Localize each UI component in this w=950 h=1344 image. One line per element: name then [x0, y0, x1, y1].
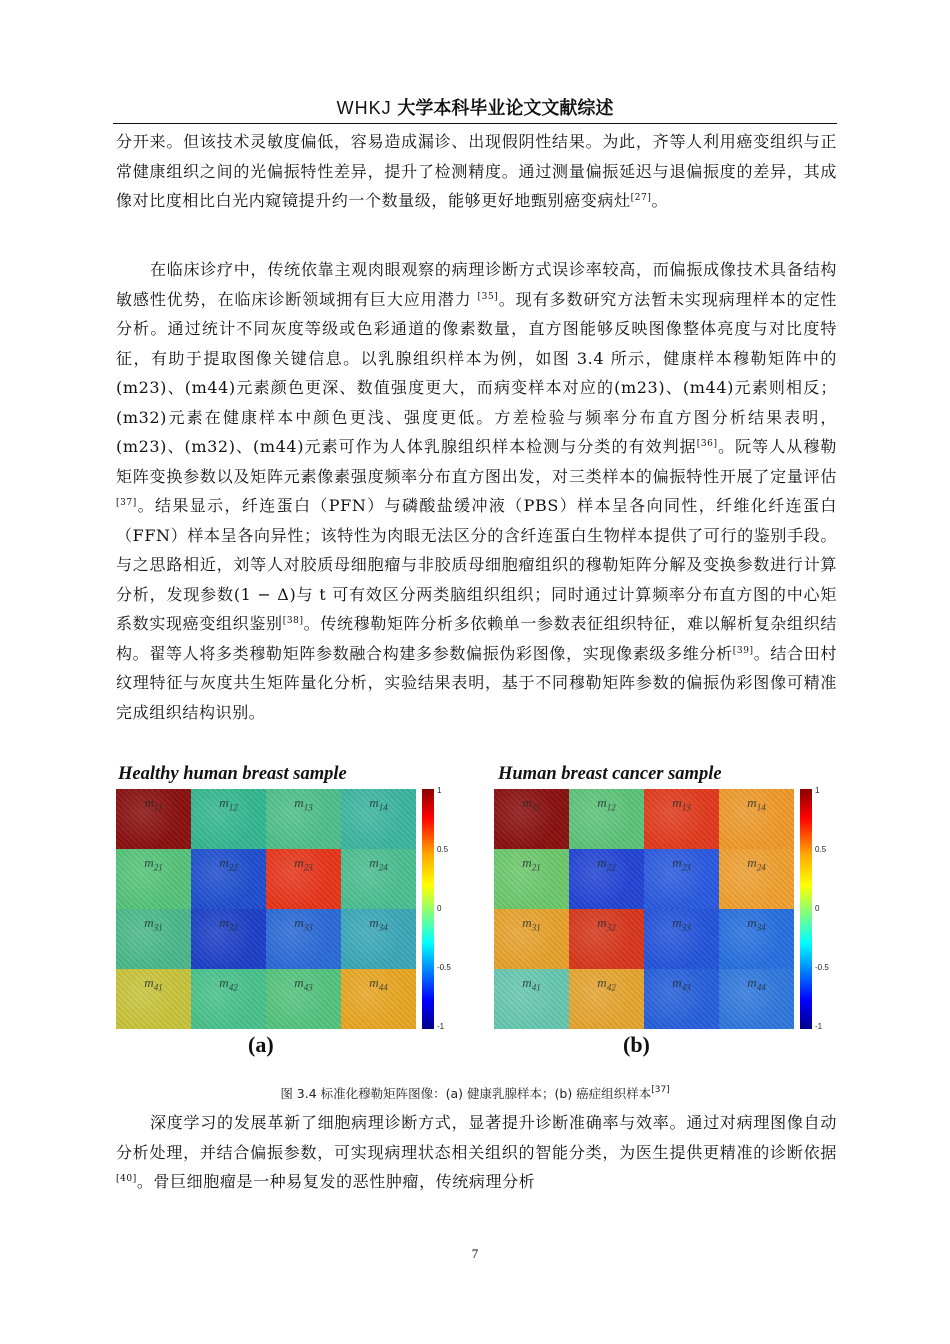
matrix-cell-label: $m_{12}$ — [219, 795, 238, 813]
paragraph-2 — [116, 255, 837, 727]
matrix-cell-label: $m_{32}$ — [597, 915, 616, 933]
matrix-cell-m42 — [569, 969, 644, 1029]
colorbar-tick: 1 — [815, 786, 820, 795]
citation: [39] — [732, 645, 754, 656]
page-header — [113, 93, 837, 123]
colorbar-tick: 1 — [437, 786, 442, 795]
caption-text: 图 3.4 标准化穆勒矩阵图像：(a) 健康乳腺样本；(b) 癌症组织样本 — [280, 1086, 652, 1101]
citation: [27] — [630, 193, 652, 203]
matrix-cell-m43 — [266, 969, 341, 1029]
matrix-cell-label: $m_{23}$ — [672, 855, 691, 873]
matrix-cell-m12 — [569, 789, 644, 849]
colorbar-tick: 0.5 — [815, 845, 827, 854]
paragraph-2-s1: 在临床诊疗中，传统依靠主观肉眼观察的病理诊断方式误诊率较高，而偏振成像技术具备结构敏感性优势，在临床诊断领域拥有巨大应用潜力 — [116, 260, 837, 309]
matrix-cell-label: $m_{43}$ — [672, 975, 691, 993]
matrix-cell-m24 — [341, 849, 416, 909]
matrix-cell-m32 — [191, 909, 266, 969]
page-number: 7 — [471, 1246, 479, 1261]
matrix-cell-label: $m_{33}$ — [294, 915, 313, 933]
citation: [35] — [477, 291, 499, 302]
matrix-cell-m34 — [341, 909, 416, 969]
paragraph-2-s4: 。结果显示，纤连蛋白（PFN）与磷酸盐缓冲液（PBS）样本呈各向同性，纤维化纤连蛋白（FFN）样本呈各向异性；该特性为肉眼无法区分的含纤连蛋白生物样本提供了可行的鉴别手段。与之思路相近，刘等人对胶质母细胞瘤与非胶质母细胞瘤组织的穆勒矩阵分解及变换参数进行计算分析，发现参数(1 − Δ)与 t 可有效区分两类脑组织组织；同时通过计算频率分布直方图的中心矩系数实现癌变组织鉴别 — [116, 496, 837, 633]
panel-a-matrix — [116, 789, 416, 1029]
citation: [40] — [116, 1174, 137, 1184]
panel-a-title: Healthy human breast sample — [118, 764, 347, 784]
matrix-cell-label: $m_{42}$ — [597, 975, 616, 993]
paragraph-2-s6: 。结合田村纹理特征与灰度共生矩阵量化分析，实验结果表明，基于不同穆勒矩阵参数的偏振伪彩图像可精准完成组织结构识别。 — [116, 643, 837, 722]
matrix-cell-label: $m_{43}$ — [294, 975, 313, 993]
citation: [37] — [116, 498, 137, 508]
paragraph-3-text: 深度学习的发展革新了细胞病理诊断方式，显著提升诊断准确率与效率。通过对病理图像自动分析处理，并结合偏振参数，可实现病理状态相关组织的智能分类，为医生提供更精准的诊断依据 — [116, 1113, 837, 1162]
panel-b-matrix — [494, 789, 794, 1029]
matrix-cell-m33 — [644, 909, 719, 969]
matrix-cell-label: $m_{24}$ — [369, 855, 388, 873]
matrix-cell-label: $m_{34}$ — [747, 915, 766, 933]
matrix-cell-m42 — [191, 969, 266, 1029]
paragraph-2-s3: 。阮等人从穆勒矩阵变换参数以及矩阵元素像素强度频率分布直方图出发，对三类样本的偏振特性开展了定量评估 — [116, 437, 837, 486]
colorbar-tick: 0 — [815, 904, 820, 913]
matrix-cell-label: $m_{13}$ — [672, 795, 691, 813]
matrix-cell-m31 — [116, 909, 191, 969]
colorbar-tick: 0.5 — [437, 845, 449, 854]
matrix-cell-label: $m_{42}$ — [219, 975, 238, 993]
matrix-cell-label: $m_{31}$ — [522, 915, 541, 933]
matrix-cell-m22 — [191, 849, 266, 909]
panel-a-colorbar — [422, 789, 434, 1029]
matrix-cell-m24 — [719, 849, 794, 909]
matrix-cell-m44 — [341, 969, 416, 1029]
colorbar-tick: 0 — [437, 904, 442, 913]
header-rule — [113, 123, 837, 124]
matrix-cell-m13 — [644, 789, 719, 849]
panel-b-colorbar — [800, 789, 812, 1029]
colorbar-tick: -1 — [815, 1022, 823, 1031]
matrix-cell-m23 — [266, 849, 341, 909]
matrix-cell-label: $m_{21}$ — [144, 855, 163, 873]
matrix-cell-m12 — [191, 789, 266, 849]
colorbar-tick: -0.5 — [815, 963, 829, 972]
paragraph-1 — [116, 127, 837, 216]
citation: [36] — [696, 439, 718, 449]
matrix-cell-m14 — [341, 789, 416, 849]
matrix-cell-label: $m_{12}$ — [597, 795, 616, 813]
colorbar-tick: -1 — [437, 1022, 445, 1031]
matrix-cell-m11 — [116, 789, 191, 849]
matrix-cell-label: $m_{13}$ — [294, 795, 313, 813]
matrix-cell-m14 — [719, 789, 794, 849]
matrix-cell-label: $m_{41}$ — [522, 975, 541, 993]
panel-b-title: Human breast cancer sample — [498, 764, 722, 784]
matrix-cell-label: $m_{21}$ — [522, 855, 541, 873]
matrix-cell-m21 — [116, 849, 191, 909]
colorbar-tick: -0.5 — [437, 963, 451, 972]
matrix-cell-label: $m_{41}$ — [144, 975, 163, 993]
matrix-cell-label: $m_{33}$ — [672, 915, 691, 933]
matrix-cell-m44 — [719, 969, 794, 1029]
paragraph-2-s2: 。现有多数研究方法暂未实现病理样本的定性分析。通过统计不同灰度等级或色彩通道的像素数量，直方图能够反映图像整体亮度与对比度特征，有助于提取图像关键信息。以乳腺组织样本为例，如图 3.4 所示，健康样本穆勒矩阵中的(m23)、(m44)元素颜色更深、数值强度更大，而病变样本对应的(m23)、(m44)元素则相反；(m32)元素在健康样本中颜色更浅、强度更低。方差检验与频率分布直方图分析结果表明，(m23)、(m32)、(m44)元素可作为人体乳腺组织样本检测与分类的有效判据 — [116, 289, 837, 456]
header-latin: WHKJ — [336, 98, 392, 118]
figure-caption — [113, 1084, 837, 1102]
panel-b-label: (b) — [623, 1032, 650, 1057]
matrix-cell-label: $m_{22}$ — [219, 855, 238, 873]
matrix-cell-m34 — [719, 909, 794, 969]
matrix-cell-label: $m_{31}$ — [144, 915, 163, 933]
citation: [38] — [282, 616, 304, 626]
figure-3-4 — [110, 762, 840, 1062]
matrix-cell-m22 — [569, 849, 644, 909]
header-title: 大学本科毕业论文文献综述 — [397, 98, 614, 119]
matrix-cell-label: $m_{22}$ — [597, 855, 616, 873]
matrix-cell-m21 — [494, 849, 569, 909]
paragraph-3-tail: 。骨巨细胞瘤是一种易复发的恶性肿瘤，传统病理分析 — [136, 1172, 536, 1191]
matrix-cell-m43 — [644, 969, 719, 1029]
matrix-cell-label: $m_{44}$ — [747, 975, 766, 993]
matrix-cell-label: $m_{34}$ — [369, 915, 388, 933]
matrix-cell-m23 — [644, 849, 719, 909]
matrix-cell-label: $m_{23}$ — [294, 855, 313, 873]
matrix-cell-label: $m_{44}$ — [369, 975, 388, 993]
matrix-cell-label: $m_{11}$ — [144, 795, 163, 813]
matrix-cell-label: $m_{11}$ — [522, 795, 541, 813]
matrix-cell-label: $m_{32}$ — [219, 915, 238, 933]
matrix-cell-m41 — [116, 969, 191, 1029]
matrix-cell-m11 — [494, 789, 569, 849]
matrix-cell-label: $m_{24}$ — [747, 855, 766, 873]
matrix-cell-label: $m_{14}$ — [747, 795, 766, 813]
matrix-cell-m13 — [266, 789, 341, 849]
matrix-cell-m31 — [494, 909, 569, 969]
citation: [37] — [651, 1085, 670, 1095]
matrix-cell-m41 — [494, 969, 569, 1029]
matrix-cell-label: $m_{14}$ — [369, 795, 388, 813]
paragraph-1-text: 分开来。但该技术灵敏度偏低，容易造成漏诊、出现假阴性结果。为此，齐等人利用癌变组织与正常健康组织之间的光偏振特性差异，提升了检测精度。通过测量偏振延迟与退偏振度的差异，其成像对比度相比白光内窥镜提升约一个数量级，能够更好地甄别癌变病灶 — [116, 132, 837, 210]
matrix-cell-m32 — [569, 909, 644, 969]
paragraph-1-tail: 。 — [651, 191, 669, 210]
paragraph-2-s5: 。传统穆勒矩阵分析多依赖单一参数表征组织特征，难以解析复杂组织结构。翟等人将多类穆勒矩阵参数融合构建多参数偏振伪彩图像，实现像素级多维分析 — [116, 614, 837, 663]
matrix-cell-m33 — [266, 909, 341, 969]
paragraph-3 — [116, 1108, 837, 1197]
panel-a-label: (a) — [248, 1032, 274, 1057]
